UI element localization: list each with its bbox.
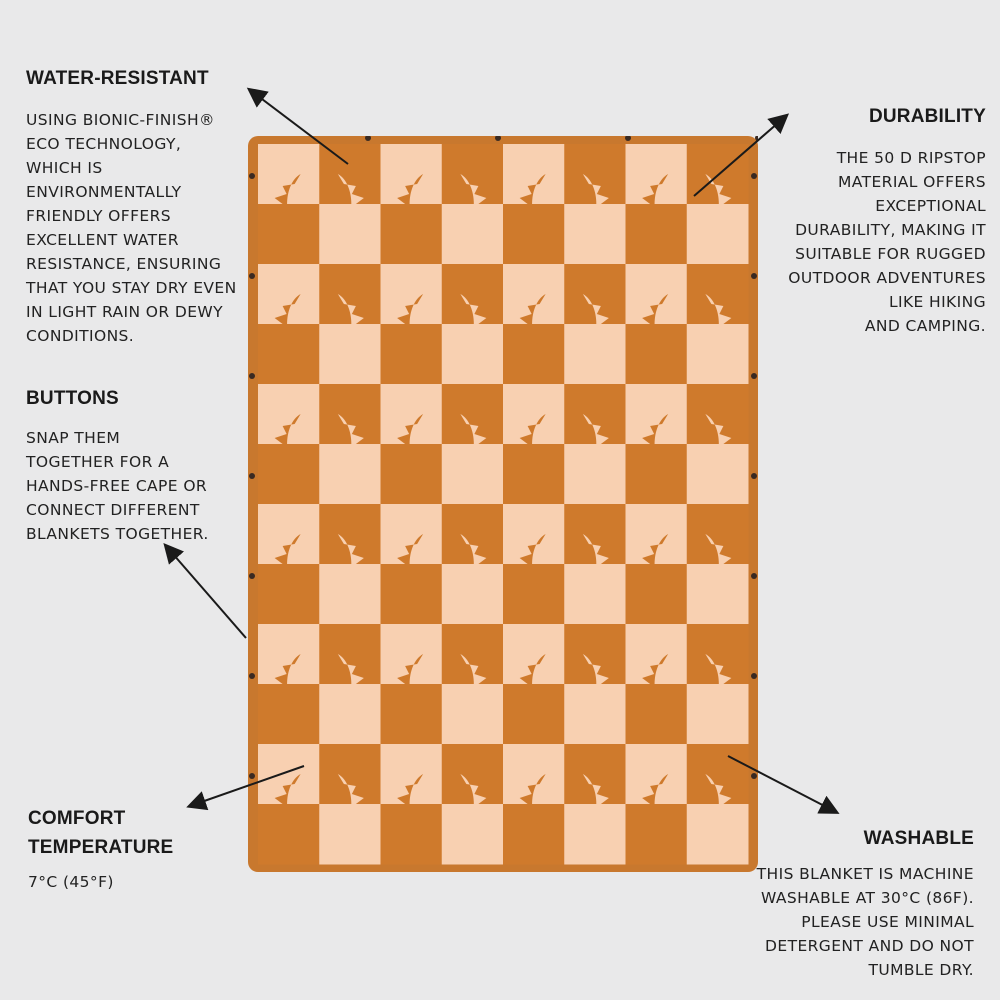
checker-square xyxy=(258,804,320,865)
checker-square xyxy=(319,564,381,625)
checker-square xyxy=(258,504,320,565)
feature-title: BUTTONS xyxy=(26,388,119,409)
checker-square xyxy=(381,564,443,625)
checker-square xyxy=(626,444,688,505)
checker-square xyxy=(687,264,749,325)
checker-square xyxy=(626,624,688,685)
checker-square xyxy=(258,444,320,505)
checker-square xyxy=(564,564,626,625)
snap-button xyxy=(249,573,255,579)
checker-square xyxy=(503,384,565,445)
checker-square xyxy=(442,444,504,505)
checker-square xyxy=(258,324,320,385)
checker-square xyxy=(687,504,749,565)
arrow-buttons xyxy=(166,546,246,638)
feature-durability xyxy=(746,106,986,338)
feature-title: DURABILITY xyxy=(868,106,986,127)
checker-square xyxy=(687,564,749,625)
checker-square xyxy=(319,444,381,505)
checker-square xyxy=(687,684,749,745)
checker-square xyxy=(258,744,320,805)
checker-square xyxy=(442,384,504,445)
checker-square xyxy=(626,384,688,445)
checker-square xyxy=(503,324,565,385)
feature-title: COMFORT TEMPERATURE xyxy=(28,808,174,858)
checker-square xyxy=(381,624,443,685)
snap-button xyxy=(751,573,757,579)
checker-square xyxy=(381,324,443,385)
checker-square xyxy=(564,384,626,445)
checker-square xyxy=(503,204,565,265)
checker-square xyxy=(626,804,688,865)
temperature-value: 7°C (45°F) xyxy=(28,873,114,891)
checker-square xyxy=(503,264,565,325)
checker-square xyxy=(319,624,381,685)
checker-square xyxy=(687,384,749,445)
feature-washable xyxy=(714,828,974,982)
feature-description: SNAP THEM TOGETHER FOR A HANDS-FREE CAPE OR CONNECT DIFFERENT BLANKETS TOGETHER. xyxy=(26,429,209,543)
checker-square xyxy=(381,684,443,745)
checker-square xyxy=(626,564,688,625)
checker-square xyxy=(564,804,626,865)
checker-square xyxy=(442,744,504,805)
checker-square xyxy=(687,324,749,385)
checker-square xyxy=(626,744,688,805)
checker-square xyxy=(381,384,443,445)
checker-square xyxy=(319,684,381,745)
snap-button xyxy=(751,473,757,479)
checker-square xyxy=(503,684,565,745)
checker-square xyxy=(687,444,749,505)
checker-square xyxy=(564,504,626,565)
checker-square xyxy=(381,804,443,865)
checker-square xyxy=(564,204,626,265)
snap-button xyxy=(751,773,757,779)
checker-square xyxy=(258,564,320,625)
checker-square xyxy=(503,564,565,625)
checker-square xyxy=(564,444,626,505)
checker-square xyxy=(442,264,504,325)
blanket-image xyxy=(248,136,758,872)
checker-square xyxy=(626,264,688,325)
checker-square xyxy=(564,744,626,805)
checker-square xyxy=(687,204,749,265)
checker-square xyxy=(442,564,504,625)
checker-square xyxy=(442,504,504,565)
snap-button xyxy=(751,673,757,679)
checker-square xyxy=(442,804,504,865)
checker-square xyxy=(626,504,688,565)
checker-square xyxy=(319,264,381,325)
feature-buttons xyxy=(26,388,256,546)
feature-comfort-temperature xyxy=(28,804,228,894)
checker-square xyxy=(442,324,504,385)
checker-square xyxy=(381,444,443,505)
checker-square xyxy=(442,624,504,685)
checker-square xyxy=(564,144,626,205)
checker-grid xyxy=(258,144,749,865)
checker-square xyxy=(319,384,381,445)
checker-square xyxy=(564,264,626,325)
checker-square xyxy=(258,624,320,685)
checker-square xyxy=(258,144,320,205)
checker-square xyxy=(381,504,443,565)
checker-square xyxy=(381,144,443,205)
checker-square xyxy=(381,204,443,265)
checker-square xyxy=(442,144,504,205)
checker-square xyxy=(258,204,320,265)
snap-button xyxy=(249,673,255,679)
checker-square xyxy=(503,504,565,565)
checker-square xyxy=(258,384,320,445)
checker-square xyxy=(503,444,565,505)
checker-square xyxy=(258,264,320,325)
checker-square xyxy=(626,204,688,265)
snap-button xyxy=(249,373,255,379)
checker-square xyxy=(564,684,626,745)
checker-square xyxy=(442,684,504,745)
snap-button xyxy=(249,773,255,779)
checker-square xyxy=(442,204,504,265)
checker-square xyxy=(381,264,443,325)
feature-description: USING BIONIC-FINISH® ECO TECHNOLOGY, WHICH IS ENVIRONMENTALLY FRIENDLY OFFERS EXCELLENT WATER RESISTANCE, ENSURING THAT YOU STAY DRY EVEN IN LIGHT RAIN OR DEWY CONDITIONS. xyxy=(26,111,237,345)
checker-square xyxy=(319,804,381,865)
checker-square xyxy=(626,684,688,745)
checker-square xyxy=(503,144,565,205)
checker-square xyxy=(319,504,381,565)
snap-button xyxy=(751,373,757,379)
feature-title: WATER-RESISTANT xyxy=(26,68,209,89)
checker-square xyxy=(687,624,749,685)
checker-square xyxy=(503,744,565,805)
checker-square xyxy=(564,624,626,685)
feature-title: WASHABLE xyxy=(863,828,974,849)
checker-square xyxy=(319,204,381,265)
checker-square xyxy=(503,804,565,865)
checker-square xyxy=(687,744,749,805)
checker-square xyxy=(319,744,381,805)
checker-square xyxy=(626,324,688,385)
feature-description: THE 50 D RIPSTOP MATERIAL OFFERS EXCEPTIONAL DURABILITY, MAKING IT SUITABLE FOR RUGGED OUTDOOR ADVENTURES LIKE HIKING AND CAMPING. xyxy=(788,149,986,335)
checker-square xyxy=(687,144,749,205)
checker-square xyxy=(381,744,443,805)
checker-square xyxy=(503,624,565,685)
feature-water-resistant xyxy=(26,68,256,348)
checker-square xyxy=(626,144,688,205)
checker-square xyxy=(319,144,381,205)
checker-square xyxy=(564,324,626,385)
feature-description: THIS BLANKET IS MACHINE WASHABLE AT 30°C (86F). PLEASE USE MINIMAL DETERGENT AND DO NOT TUMBLE DRY. xyxy=(756,865,974,979)
checker-square xyxy=(319,324,381,385)
checker-square xyxy=(258,684,320,745)
